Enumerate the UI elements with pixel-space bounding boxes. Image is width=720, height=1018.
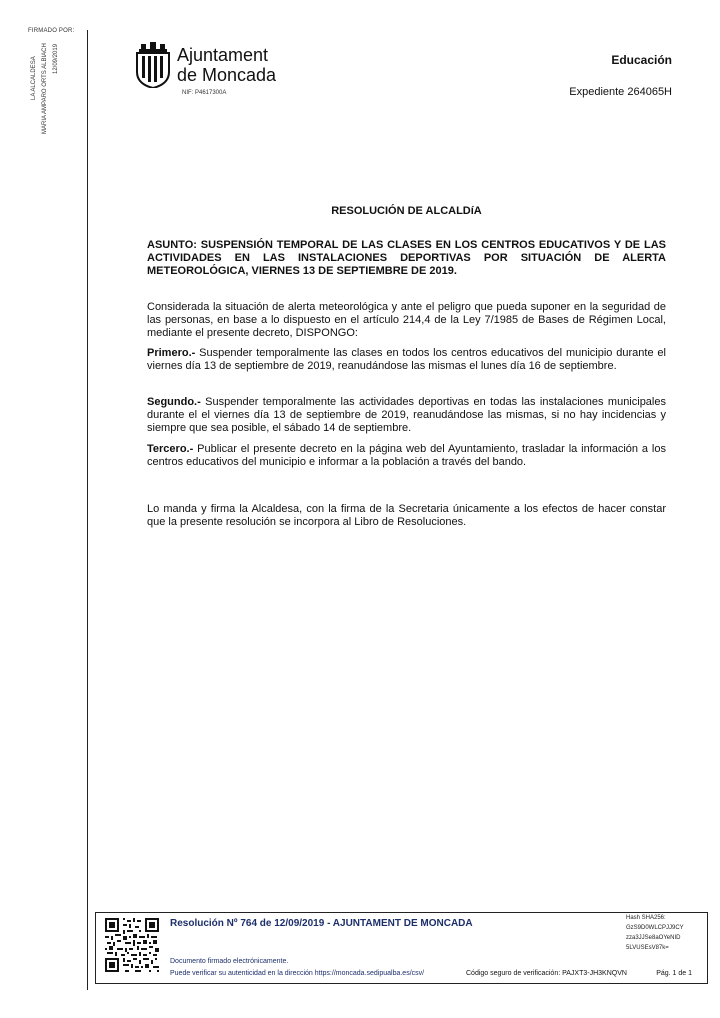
resolution-title: RESOLUCIÓN DE ALCALDíA [331, 205, 482, 217]
margin-rule [87, 30, 88, 990]
hash-label: Hash SHA256: [626, 915, 666, 921]
coat-of-arms-icon [133, 42, 173, 88]
department-label: Educación [611, 53, 672, 67]
org-name-line1: Ajuntament [177, 45, 269, 65]
qr-code-icon[interactable] [105, 918, 159, 972]
signed-by-label: FIRMADO POR: [28, 28, 75, 34]
subject-paragraph: ASUNTO: SUSPENSIÓN TEMPORAL DE LAS CLASES EN LOS CENTROS EDUCATIVOS Y DE LAS ACTIVIDADES EN LAS INSTALACIONES DEPORTIVAS POR SITUACIÓN DE ALERTA METEOROLÓGICA, VIERNES 13 DE SEPTIEMBRE DE 2019. [147, 239, 666, 277]
closing-paragraph: Lo manda y firma la Alcaldesa, con la firma de la Secretaria únicamente a los efectos de hacer constar que la presente resolución se incorpora al Libro de Resoluciones. [147, 503, 666, 528]
nif-number: NIF: P4617300A [182, 90, 227, 96]
signed-notice: Documento firmado electrónicamente. [170, 958, 289, 965]
signer-name: MARIA AMPARO ORTS ALBIACH [42, 43, 48, 134]
third-provision-label: Tercero.- [147, 443, 194, 455]
second-provision-label: Segundo.- [147, 396, 201, 408]
verification-code: Código seguro de verificación: PAJXT3-JH3KNQVN [466, 970, 627, 977]
municipal-logo [133, 42, 283, 90]
page-number: Pág. 1 de 1 [656, 970, 692, 977]
resolution-reference: Resolución Nº 764 de 12/09/2019 - AJUNTAMENT DE MONCADA [170, 918, 473, 929]
signature-stamp [28, 28, 78, 148]
third-provision [147, 443, 666, 469]
expediente-number: Expediente 264065H [569, 86, 672, 98]
signature-date: 12/09/2019 [53, 43, 59, 74]
org-name-line2: de Moncada [177, 65, 277, 85]
first-provision [147, 347, 666, 373]
second-provision [147, 396, 666, 435]
first-provision-text: Suspender temporalmente las clases en todos los centros educativos del municipio durante el viernes día 13 de septiembre de 2019, reanudándose las mismas el lunes día 16 de septiembre. [147, 347, 666, 372]
hash-line-1: GzS9D0WLCPJJ9CY [626, 925, 684, 931]
first-provision-label: Primero.- [147, 347, 196, 359]
intro-paragraph: Considerada la situación de alerta meteorológica y ante el peligro que pueda suponer en la seguridad de las personas, en base a lo dispuesto en el artículo 214,4 de la Ley 7/1985 de Bases de Régimen Local, mediante el presente decreto, DISPONGO: [147, 301, 666, 339]
third-provision-text: Publicar el presente decreto en la página web del Ayuntamiento, trasladar la información a los centros educativos del municipio e informar a la población a través del bando. [147, 443, 666, 468]
hash-line-2: zza3JJSe8aOYeNID [626, 935, 681, 941]
verification-url-text[interactable]: Puede verificar su autenticidad en la dirección https://moncada.sedipualba.es/csv/ [170, 970, 425, 977]
verification-footer [95, 912, 708, 984]
signer-role: LA ALCALDESA [31, 56, 37, 100]
hash-line-3: 5LVUSEsV87k= [626, 945, 669, 951]
hash-block [626, 913, 704, 953]
second-provision-text: Suspender temporalmente las actividades deportivas en todas las instalaciones municipales durante el el viernes día 13 de septiembre de 2019, reanudándose las mismas, si no hay incidencias y siempre que sea posible, el sábado 14 de septiembre. [147, 396, 666, 434]
